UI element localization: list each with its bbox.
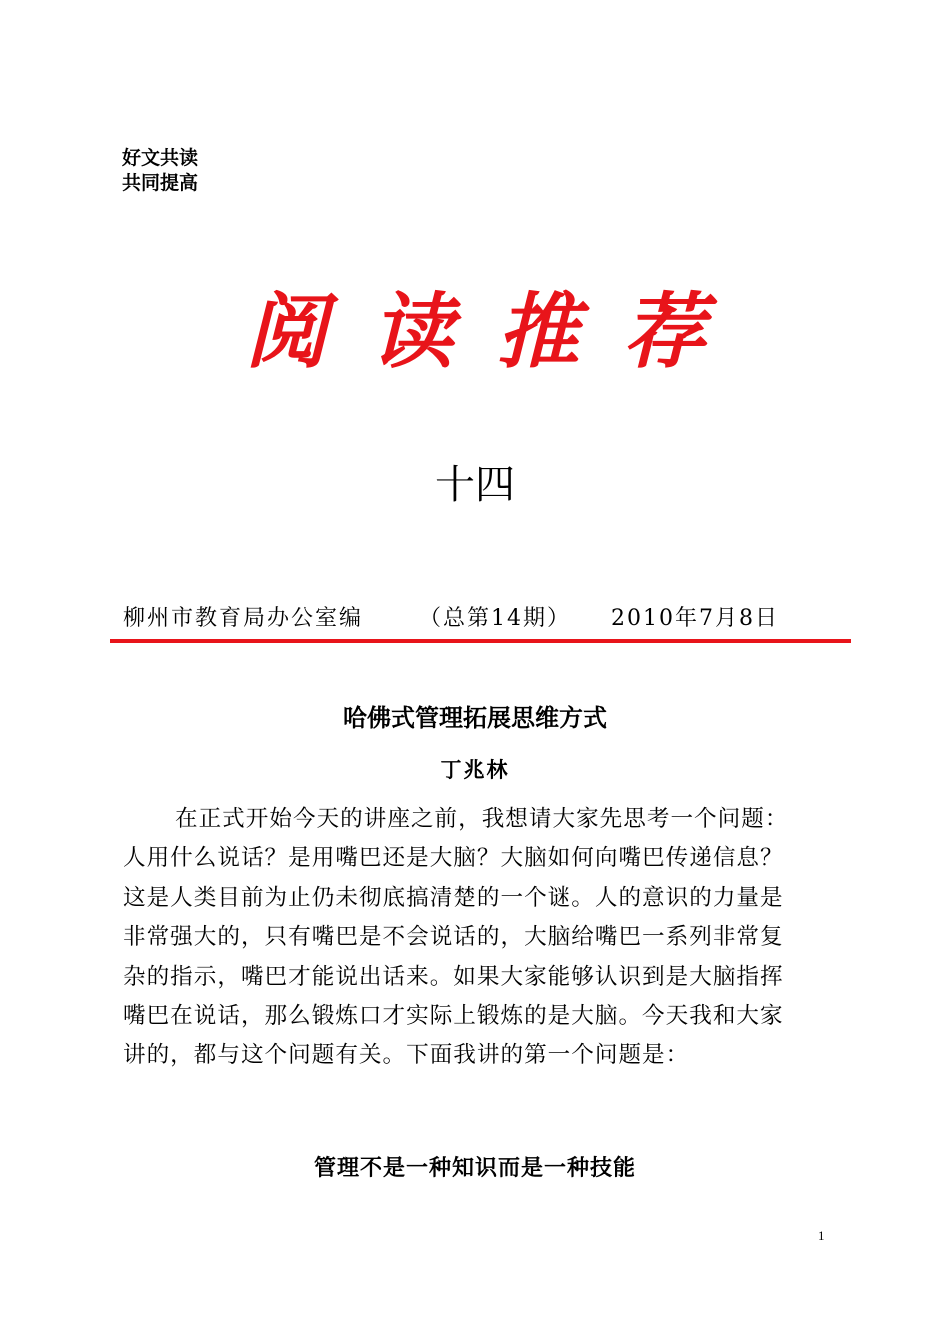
paragraph-line: 这是人类目前为止仍未彻底搞清楚的一个谜。人的意识的力量是 [123,884,784,911]
page-number: 1 [818,1228,825,1243]
article-author: 丁兆林 [440,757,510,782]
masthead-issue: （总第14期） [419,606,572,631]
article-title: 哈佛式管理拓展思维方式 [343,704,607,732]
masthead [123,602,779,636]
motto-line-2: 共同提高 [122,172,199,194]
motto [122,146,198,196]
issue-number: 十四 [435,462,515,508]
section-heading: 管理不是一种知识而是一种技能 [313,1155,636,1181]
red-divider [110,639,851,643]
paragraph-line: 人用什么说话？是用嘴巴还是大脑？大脑如何向嘴巴传递信息？ [123,845,784,872]
paragraph-line: 讲的，都与这个问题有关。下面我讲的第一个问题是： [123,1042,690,1069]
article-paragraph [123,800,843,1076]
paragraph-line: 杂的指示，嘴巴才能说出话来。如果大家能够认识到是大脑指挥 [123,963,784,990]
masthead-date: 2010年7月8日 [611,606,779,631]
motto-line-1: 好文共读 [122,147,199,169]
paragraph-line: 非常强大的，只有嘴巴是不会说话的，大脑给嘴巴一系列非常复 [123,924,784,951]
masthead-editor: 柳州市教育局办公室编 [123,606,364,631]
banner-title: 阅读推荐 [245,284,749,380]
paragraph-line: 嘴巴在说话，那么锻炼口才实际上锻炼的是大脑。今天我和大家 [123,1003,784,1030]
paragraph-line: 在正式开始今天的讲座之前，我想请大家先思考一个问题： [175,806,789,832]
